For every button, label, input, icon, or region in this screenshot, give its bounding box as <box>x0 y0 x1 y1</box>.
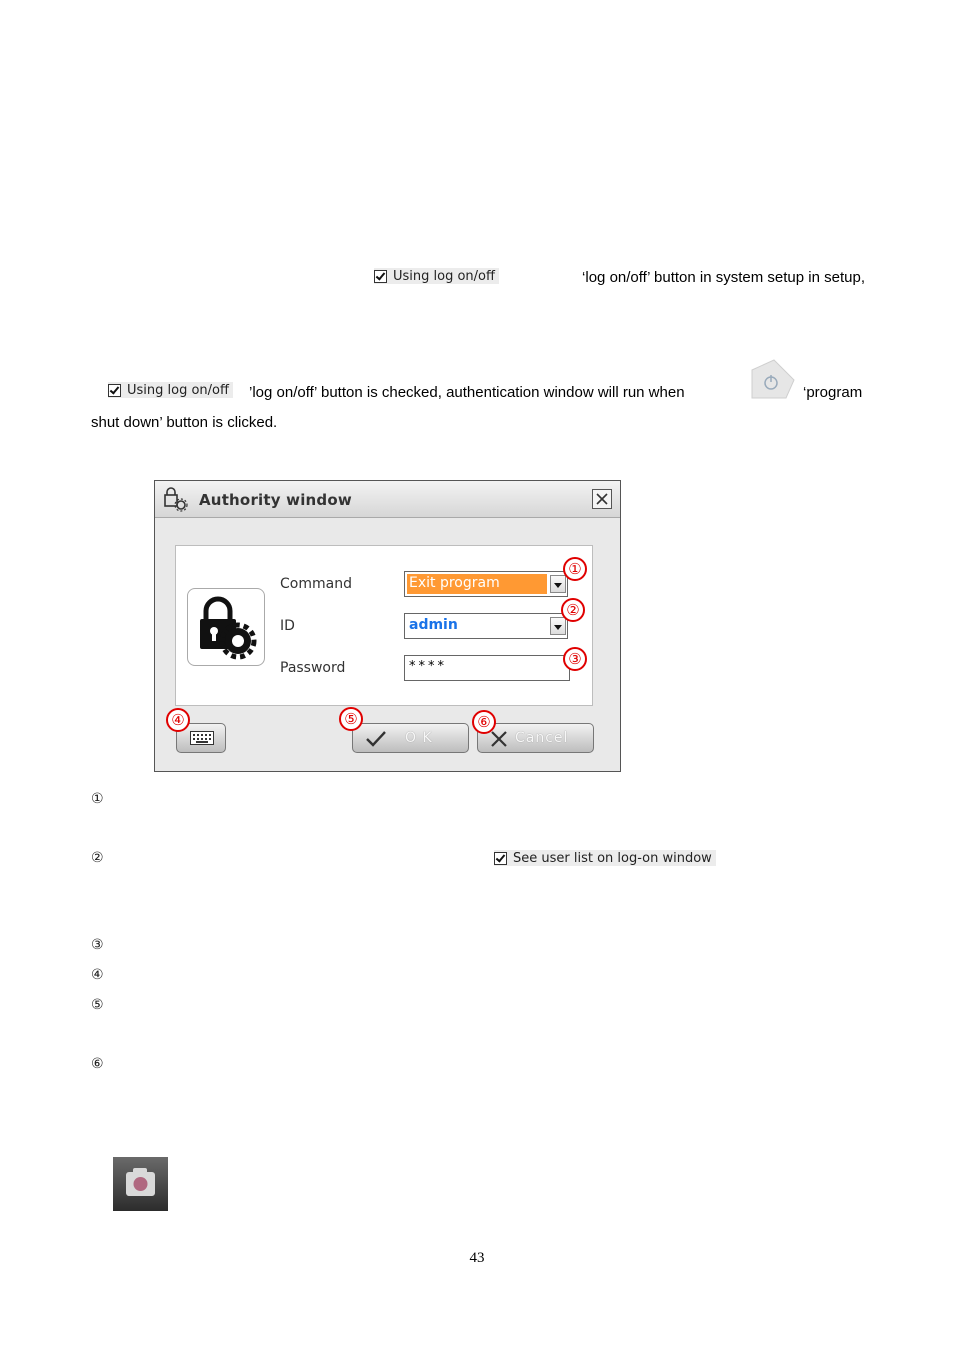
note-6-number: ⑥ <box>91 1056 104 1072</box>
checkbox-checked-icon <box>494 852 507 865</box>
camera-icon <box>113 1157 168 1211</box>
command-value: Exit program <box>409 575 500 591</box>
id-dropdown[interactable] <box>404 613 568 639</box>
dialog-titlebar <box>155 481 620 518</box>
intro-line-2-continued: shut down’ button is clicked. <box>91 414 278 431</box>
lock-gear-icon <box>187 588 265 666</box>
marker-3: ③ <box>563 647 587 671</box>
password-label: Password <box>280 660 346 676</box>
lock-gear-small-icon <box>163 486 189 517</box>
intro-line-1-text: ‘log on/off’ button in system setup in setup, <box>582 269 865 286</box>
command-label: Command <box>280 576 352 592</box>
note-3-number: ③ <box>91 937 104 953</box>
chevron-down-icon[interactable] <box>550 575 566 593</box>
program-shutdown-icon <box>750 358 796 400</box>
close-icon <box>593 490 611 508</box>
note-4-number: ④ <box>91 967 104 983</box>
ok-label: O K <box>405 730 433 746</box>
password-value: **** <box>409 659 447 674</box>
note-2-number: ② <box>91 850 104 866</box>
close-icon <box>490 730 508 748</box>
checkbox-label: See user list on log-on window <box>513 850 712 866</box>
intro-line-2-text: ’log on/off’ button is checked, authentication window will run when <box>249 384 685 401</box>
page-number: 43 <box>469 1250 485 1266</box>
checkmark-icon <box>365 730 387 748</box>
password-input[interactable] <box>404 655 570 681</box>
note-5-number: ⑤ <box>91 997 104 1013</box>
marker-5: ⑤ <box>339 707 363 731</box>
authority-window-dialog <box>154 480 621 772</box>
chevron-down-icon[interactable] <box>550 617 566 635</box>
checkbox-checked-icon <box>374 270 387 283</box>
login-panel <box>175 545 593 706</box>
note-1-number: ① <box>91 791 104 807</box>
marker-4: ④ <box>166 708 190 732</box>
intro-line-2-after-icon: ‘program <box>803 384 863 401</box>
id-value: admin <box>409 617 458 633</box>
checkbox-label: Using log on/off <box>393 268 495 284</box>
marker-1: ① <box>563 557 587 581</box>
close-button[interactable] <box>592 489 612 509</box>
keyboard-icon <box>190 731 214 745</box>
dialog-title: Authority window <box>199 491 352 509</box>
id-label: ID <box>280 618 295 634</box>
checkbox-checked-icon <box>108 384 121 397</box>
cancel-label: Cancel <box>515 730 569 746</box>
marker-6: ⑥ <box>472 710 496 734</box>
checkbox-label: Using log on/off <box>127 382 229 398</box>
using-log-onoff-checkbox-1 <box>374 268 499 288</box>
see-user-list-checkbox <box>494 850 716 870</box>
marker-2: ② <box>561 598 585 622</box>
using-log-onoff-checkbox-2 <box>108 382 233 402</box>
command-dropdown[interactable] <box>404 571 568 597</box>
ok-button[interactable] <box>352 723 469 753</box>
